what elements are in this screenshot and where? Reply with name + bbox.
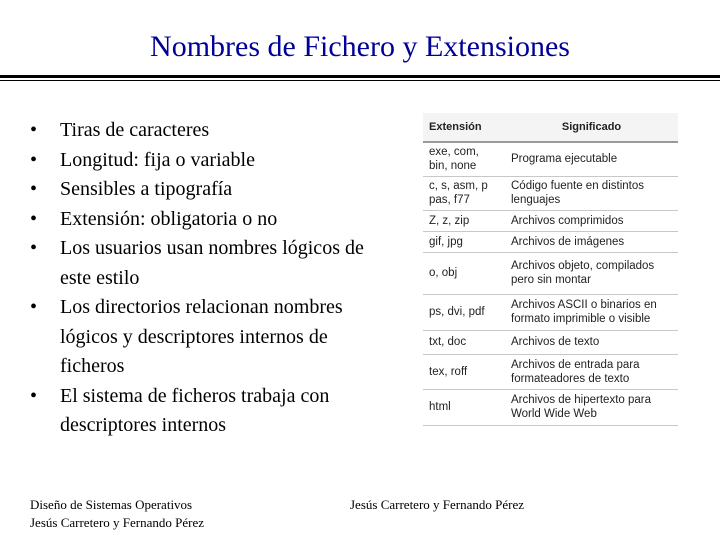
footer-authors: Jesús Carretero y Fernando Pérez (30, 515, 204, 530)
bullet-icon: • (30, 119, 38, 141)
meaning-cell: Archivos de entrada para formateadores de texto (505, 354, 678, 389)
title-rule-thick (0, 75, 720, 78)
bullet-icon: • (30, 237, 38, 259)
bullet-text: Tiras de caracteres (60, 119, 210, 141)
bullet-icon: • (30, 384, 38, 407)
meaning-cell: Código fuente en distintos lenguajes (505, 176, 678, 210)
footer-center-authors: Jesús Carretero y Fernando Pérez (350, 497, 524, 512)
extension-cell: c, s, asm, p pas, f77 (423, 176, 505, 210)
table-row (423, 210, 678, 231)
table-row (423, 231, 678, 252)
bullet-text: Los directorios relacionan nombres lógicos y descriptores internos de ficheros (60, 296, 343, 377)
bullet-icon: • (30, 207, 38, 230)
extension-cell: tex, roff (423, 354, 505, 389)
bullet-text: Extensión: obligatoria o no (60, 207, 278, 230)
bullet-item (30, 234, 395, 293)
extension-cell: Z, z, zip (423, 210, 505, 231)
extension-cell: exe, com, bin, none (423, 142, 505, 176)
bullet-item (30, 205, 395, 235)
bullet-text: Los usuarios usan nombres lógicos de este estilo (60, 237, 364, 289)
bullet-item (30, 382, 395, 441)
bullet-text: Sensibles a tipografía (60, 178, 233, 200)
meaning-cell: Programa ejecutable (505, 142, 678, 176)
header-meaning: Significado (505, 113, 678, 142)
bullet-item (30, 146, 395, 176)
extension-cell: txt, doc (423, 330, 505, 354)
meaning-cell: Archivos de texto (505, 330, 678, 354)
meaning-cell: Archivos ASCII o binarios en formato imprimible o visible (505, 294, 678, 330)
bullet-text: El sistema de ficheros trabaja con descriptores internos (60, 384, 330, 436)
extension-cell: html (423, 389, 505, 425)
table-row (423, 252, 678, 294)
meaning-cell: Archivos comprimidos (505, 210, 678, 231)
extension-cell: o, obj (423, 252, 505, 294)
table-row (423, 354, 678, 389)
table-row (423, 389, 678, 425)
table-row (423, 176, 678, 210)
table-row (423, 294, 678, 330)
slide-title: Nombres de Fichero y Extensiones (150, 30, 570, 63)
extensions-table (423, 113, 678, 426)
bullet-item (30, 116, 395, 146)
title-rule-thin (0, 80, 720, 81)
extension-cell: ps, dvi, pdf (423, 294, 505, 330)
table-header-row (423, 113, 678, 142)
bullet-text: Longitud: fija o variable (60, 148, 255, 171)
footer-left (30, 496, 204, 532)
meaning-cell: Archivos de imágenes (505, 231, 678, 252)
table-row (423, 142, 678, 176)
bullet-icon: • (30, 148, 38, 171)
meaning-cell: Archivos objeto, compilados pero sin montar (505, 252, 678, 294)
bullet-item (30, 293, 395, 382)
table-row (423, 330, 678, 354)
bullet-icon: • (30, 296, 38, 318)
meaning-cell: Archivos de hipertexto para World Wide Web (505, 389, 678, 425)
extension-cell: gif, jpg (423, 231, 505, 252)
bullet-item (30, 175, 395, 205)
bullet-icon: • (30, 178, 38, 200)
footer-course: Diseño de Sistemas Operativos (30, 497, 193, 512)
bullet-list (30, 116, 395, 441)
header-extension: Extensión (423, 113, 505, 142)
